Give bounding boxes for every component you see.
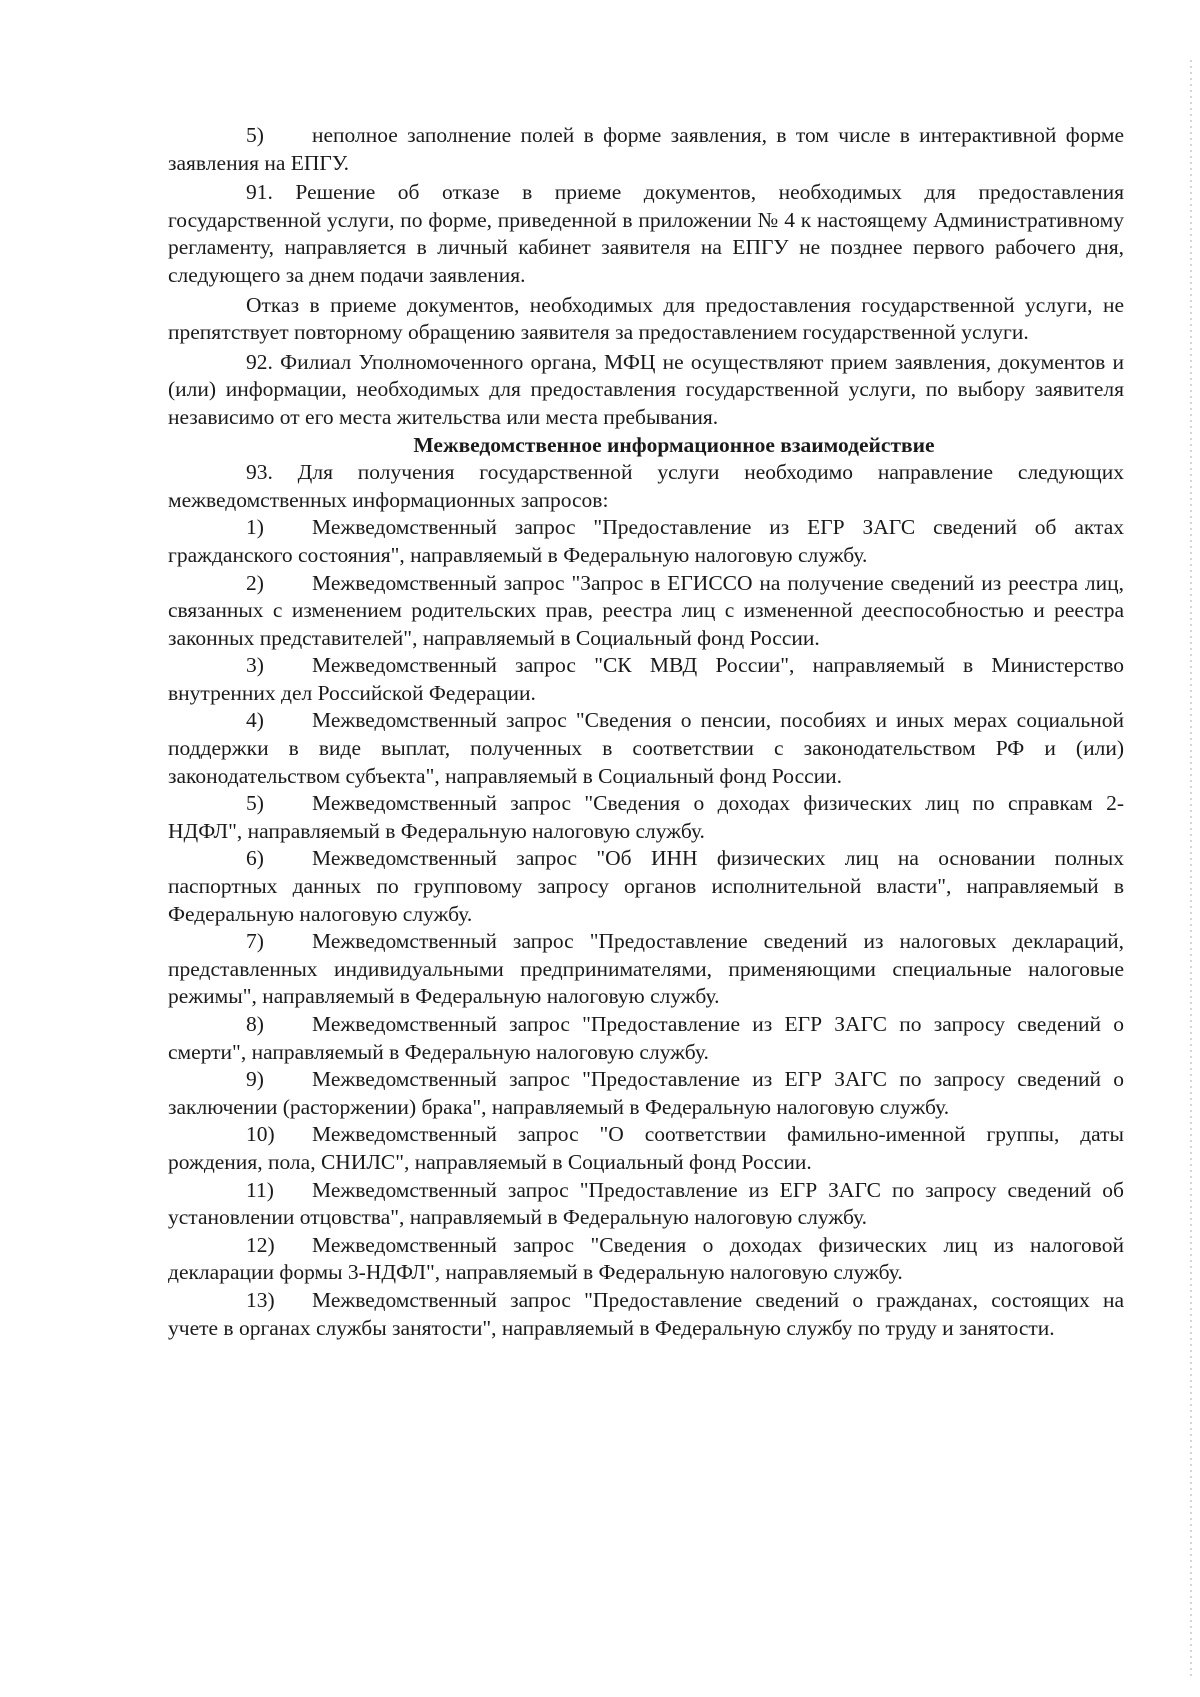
list-item xyxy=(168,570,1124,653)
item-text: Межведомственный запрос "Предоставление из ЕГР ЗАГС по запросу сведений о заключении (расторжении) брака", направляемый в Федеральную налоговую службу. xyxy=(168,1067,1124,1119)
list-item xyxy=(168,1177,1124,1232)
paragraph-92: 92. Филиал Уполномоченного органа, МФЦ не осуществляют прием заявления, документов и (или) информации, необходимых для предоставления государственной услуги, по выбору заявителя независимо от его места жительства или места пребывания. xyxy=(168,349,1124,429)
list-item xyxy=(168,514,1124,569)
item-number: 5) xyxy=(246,791,264,816)
item-text: Межведомственный запрос "Предоставление сведений из налоговых деклараций, представленных индивидуальными предпринимателями, применяющими специальные налоговые режимы", направляемый в Федеральную налоговую службу. xyxy=(168,929,1124,1009)
list-item xyxy=(168,1232,1124,1287)
item-number: 7) xyxy=(246,929,264,954)
list-item xyxy=(168,1066,1124,1121)
document-page xyxy=(168,122,1124,1342)
paragraph-refusal-note: Отказ в приеме документов, необходимых для предоставления государственной услуги, не препятствует повторному обращению заявителя за предоставлением государственной услуги. xyxy=(168,292,1124,345)
item-number: 12) xyxy=(246,1232,275,1257)
item-number: 3) xyxy=(246,653,264,678)
list-item xyxy=(168,928,1124,1011)
list-item xyxy=(168,1121,1124,1176)
item-text: Межведомственный запрос "Сведения о доходах физических лиц по справкам 2-НДФЛ", направляемый в Федеральную налоговую службу. xyxy=(168,791,1124,843)
list-item xyxy=(168,122,1124,177)
item-number: 4) xyxy=(246,708,264,733)
item-text: Межведомственный запрос "Сведения о доходах физических лиц из налоговой декларации формы 3-НДФЛ", направляемый в Федеральную налоговую службу. xyxy=(168,1232,1124,1285)
list-item xyxy=(168,1287,1124,1342)
item-number: 13) xyxy=(246,1287,275,1312)
paragraph-93: 93. Для получения государственной услуги необходимо направление следующих межведомственных информационных запросов: xyxy=(168,460,1124,512)
list-item xyxy=(168,845,1124,928)
item-number: 11) xyxy=(246,1177,274,1202)
item-number: 6) xyxy=(246,846,264,871)
item-text: Межведомственный запрос "СК МВД России", направляемый в Министерство внутренних дел Российской Федерации. xyxy=(168,653,1124,705)
scan-edge-dots xyxy=(1190,60,1192,1680)
section-heading: Межведомственное информационное взаимодействие xyxy=(413,432,935,457)
request-list xyxy=(168,514,1124,1342)
list-item xyxy=(168,707,1124,790)
item-text: Межведомственный запрос "Предоставление из ЕГР ЗАГС по запросу сведений о смерти", направляемый в Федеральную налоговую службу. xyxy=(168,1012,1124,1064)
list-item xyxy=(168,1011,1124,1066)
item-number: 9) xyxy=(246,1067,264,1092)
item-text: Межведомственный запрос "Предоставление из ЕГР ЗАГС по запросу сведений об установлении отцовства", направляемый в Федеральную налоговую службу. xyxy=(168,1177,1124,1230)
paragraph-91: 91. Решение об отказе в приеме документов, необходимых для предоставления государственной услуги, по форме, приведенной в приложении № 4 к настоящему Административному регламенту, направляется в личный кабинет заявителя на ЕПГУ не позднее первого рабочего дня, следующего за днем подачи заявления. xyxy=(168,180,1124,287)
list-item xyxy=(168,652,1124,707)
item-number: 8) xyxy=(246,1012,264,1036)
item-number: 10) xyxy=(246,1122,275,1147)
item-number: 5) xyxy=(246,123,264,147)
item-number: 2) xyxy=(246,570,264,595)
list-item xyxy=(168,790,1124,845)
item-text: Межведомственный запрос "Сведения о пенсии, пособиях и иных мерах социальной поддержки в виде выплат, полученных в соответствии с законодательством РФ и (или) законодательством субъекта", направляемый в Социальный фонд России. xyxy=(168,708,1124,788)
item-text: неполное заполнение полей в форме заявления, в том числе в интерактивной форме заявления на ЕПГУ. xyxy=(168,123,1124,175)
item-text: Межведомственный запрос "О соответствии фамильно-именной группы, даты рождения, пола, СНИЛС", направляемый в Социальный фонд России. xyxy=(168,1122,1124,1174)
item-text: Межведомственный запрос "Запрос в ЕГИССО на получение сведений из реестра лиц, связанных с изменением родительских прав, реестра лиц с измененной дееспособностью и реестра законных представителей", направляемый в Социальный фонд России. xyxy=(168,570,1124,650)
item-text: Межведомственный запрос "Предоставление сведений о гражданах, состоящих на учете в органах службы занятости", направляемый в Федеральную службу по труду и занятости. xyxy=(168,1287,1124,1340)
item-text: Межведомственный запрос "Об ИНН физических лиц на основании полных паспортных данных по групповому запросу органов исполнительной власти", направляемый в Федеральную налоговую службу. xyxy=(168,846,1124,926)
item-text: Межведомственный запрос "Предоставление из ЕГР ЗАГС сведений об актах гражданского состояния", направляемый в Федеральную налоговую службу. xyxy=(168,515,1124,567)
item-number: 1) xyxy=(246,515,264,540)
